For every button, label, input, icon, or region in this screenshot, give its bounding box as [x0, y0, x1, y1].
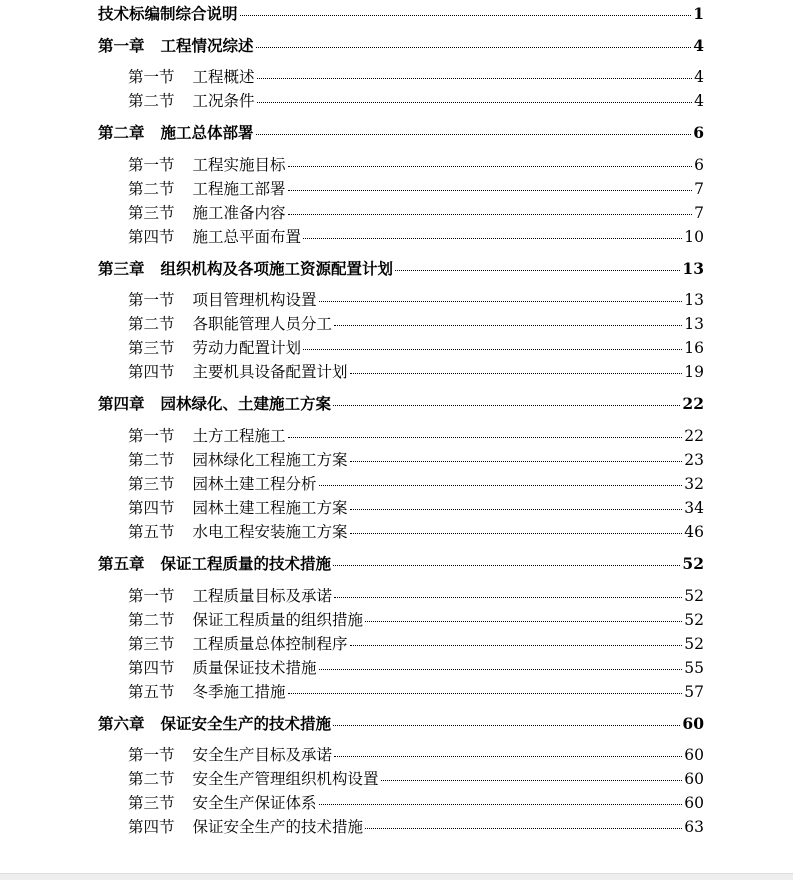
toc-entry-number: 第一节: [128, 427, 175, 445]
toc-entry-label: [128, 681, 286, 703]
toc-entry-number: 第三节: [128, 339, 175, 357]
toc-page-number: 52: [682, 554, 704, 573]
toc-entry-title: 保证工程质量的技术措施: [160, 554, 332, 573]
toc-page-number: 13: [684, 315, 704, 333]
toc-entry-label: [128, 226, 301, 248]
toc-page-number: 13: [684, 291, 704, 309]
toc-entry-number: 第一章: [98, 36, 145, 55]
toc-entry-number: 第二节: [128, 611, 175, 629]
toc-entry-number: 第二节: [128, 315, 175, 333]
toc-dot-leader: [334, 756, 682, 757]
toc-dot-leader: [350, 645, 683, 646]
toc-dot-leader: [288, 190, 693, 191]
toc-page-number: 4: [694, 92, 704, 110]
toc-chapter-entry[interactable]: [98, 713, 704, 735]
toc-entry-label: [128, 289, 317, 311]
toc-entry-title: 保证安全生产的技术措施: [160, 714, 332, 733]
toc-dot-leader: [303, 349, 682, 350]
toc-dot-leader: [288, 214, 693, 215]
toc-dot-leader: [365, 621, 682, 622]
toc-entry-number: 第五节: [128, 523, 175, 541]
toc-section-entry[interactable]: [98, 744, 704, 766]
toc-top-entry[interactable]: [98, 3, 704, 25]
toc-entry-number: 第三节: [128, 635, 175, 653]
toc-page-number: 60: [682, 714, 704, 733]
toc-entry-title: 组织机构及各项施工资源配置计划: [160, 259, 394, 278]
toc-page-number: 23: [684, 451, 704, 469]
toc-entry-label: [128, 337, 301, 359]
toc-page-number: 1: [693, 4, 704, 23]
toc-entry-label: [98, 258, 393, 280]
toc-dot-leader: [350, 373, 683, 374]
toc-entry-number: 第六章: [98, 714, 145, 733]
toc-dot-leader: [288, 693, 683, 694]
toc-entry-label: [98, 122, 254, 144]
toc-section-entry[interactable]: [98, 66, 704, 88]
toc-entry-number: 第四节: [128, 499, 175, 517]
toc-entry-number: 第二节: [128, 770, 175, 788]
toc-entry-title: 工程质量目标及承诺: [192, 587, 333, 605]
toc-entry-number: 第二节: [128, 92, 175, 110]
toc-dot-leader: [257, 78, 693, 79]
toc-section-entry[interactable]: [98, 361, 704, 383]
toc-page-number: 10: [684, 228, 704, 246]
toc-entry-label: [128, 585, 332, 607]
toc-entry-label: [128, 178, 286, 200]
toc-page-number: 4: [693, 36, 704, 55]
toc-entry-title: 施工准备内容: [192, 204, 286, 222]
toc-page-number: 60: [684, 770, 704, 788]
toc-section-entry[interactable]: [98, 154, 704, 176]
toc-entry-number: 第二章: [98, 123, 145, 142]
toc-section-entry[interactable]: [98, 289, 704, 311]
toc-dot-leader: [319, 485, 683, 486]
toc-entry-number: 第一节: [128, 587, 175, 605]
toc-section-entry[interactable]: [98, 425, 704, 447]
toc-section-entry[interactable]: [98, 768, 704, 790]
toc-entry-title: 保证安全生产的技术措施: [192, 818, 364, 836]
toc-entry-title: 劳动力配置计划: [192, 339, 302, 357]
toc-entry-title: 安全生产管理组织机构设置: [192, 770, 379, 788]
toc-entry-label: [128, 657, 317, 679]
toc-entry-title: 冬季施工措施: [192, 683, 286, 701]
toc-page-number: 55: [684, 659, 704, 677]
toc-dot-leader: [319, 301, 683, 302]
toc-section-entry[interactable]: [98, 609, 704, 631]
toc-section-entry[interactable]: [98, 657, 704, 679]
toc-section-entry[interactable]: [98, 633, 704, 655]
toc-entry-title: 土方工程施工: [192, 427, 286, 445]
toc-page-number: 7: [694, 180, 704, 198]
toc-entry-title: 工程情况综述: [160, 36, 254, 55]
toc-entry-title: 园林土建工程分析: [192, 475, 317, 493]
toc-page-number: 52: [684, 587, 704, 605]
toc-entry-number: 第四章: [98, 394, 145, 413]
toc-section-entry[interactable]: [98, 449, 704, 471]
toc-entry-label: [128, 154, 286, 176]
toc-section-entry[interactable]: [98, 521, 704, 543]
toc-dot-leader: [334, 325, 682, 326]
toc-entry-title: 质量保证技术措施: [192, 659, 317, 677]
toc-entry-number: 第四节: [128, 363, 175, 381]
toc-entry-number: 第三节: [128, 204, 175, 222]
toc-dot-leader: [350, 461, 683, 462]
toc-entry-title: 保证工程质量的组织措施: [192, 611, 364, 629]
toc-entry-label: [128, 90, 255, 112]
toc-dot-leader: [257, 102, 693, 103]
toc-entry-title: 安全生产保证体系: [192, 794, 317, 812]
toc-entry-label: [128, 473, 317, 495]
toc-entry-title: 工程施工部署: [192, 180, 286, 198]
toc-section-entry[interactable]: [98, 202, 704, 224]
toc-page-number: 6: [693, 123, 704, 142]
toc-entry-number: 第三节: [128, 794, 175, 812]
toc-section-entry[interactable]: [98, 337, 704, 359]
toc-page-number: 60: [684, 746, 704, 764]
toc-section-entry[interactable]: [98, 178, 704, 200]
toc-entry-title: 安全生产目标及承诺: [192, 746, 333, 764]
toc-dot-leader: [395, 270, 680, 271]
toc-dot-leader: [333, 405, 680, 406]
toc-page-number: 63: [684, 818, 704, 836]
toc-section-entry[interactable]: [98, 90, 704, 112]
toc-chapter-entry[interactable]: [98, 393, 704, 415]
toc-entry-number: 第一节: [128, 156, 175, 174]
toc-page-number: 4: [694, 68, 704, 86]
toc-entry-number: 第一节: [128, 68, 175, 86]
toc-page-number: 57: [684, 683, 704, 701]
toc-page-number: 16: [684, 339, 704, 357]
toc-section-entry[interactable]: [98, 792, 704, 814]
toc-chapter-entry[interactable]: [98, 122, 704, 144]
toc-page-number: 22: [684, 427, 704, 445]
toc-entry-label: [128, 497, 348, 519]
toc-entry-title: 各职能管理人员分工: [192, 315, 333, 333]
toc-dot-leader: [288, 437, 683, 438]
toc-entry-title: 项目管理机构设置: [192, 291, 317, 309]
toc-entry-title: 工程质量总体控制程序: [192, 635, 348, 653]
toc-entry-label: [98, 35, 254, 57]
toc-page-number: 52: [684, 611, 704, 629]
toc-page-number: 32: [684, 475, 704, 493]
toc-page-number: 22: [682, 394, 704, 413]
toc-entry-title: 水电工程安装施工方案: [192, 523, 348, 541]
toc-entry-label: [128, 313, 332, 335]
toc-entry-label: [128, 202, 286, 224]
toc-section-entry[interactable]: [98, 313, 704, 335]
toc-entry-label: [128, 521, 348, 543]
toc-chapter-entry[interactable]: [98, 258, 704, 280]
toc-entry-label: [98, 393, 331, 415]
toc-entry-label: [128, 744, 332, 766]
toc-dot-leader: [319, 669, 683, 670]
toc-chapter-entry[interactable]: [98, 553, 704, 575]
toc-dot-leader: [303, 238, 682, 239]
toc-dot-leader: [256, 47, 692, 48]
toc-page-number: 6: [694, 156, 704, 174]
toc-entry-title: 技术标编制综合说明: [98, 4, 238, 23]
toc-entry-number: 第一节: [128, 291, 175, 309]
toc-entry-label: [98, 553, 331, 575]
toc-entry-title: 工况条件: [192, 92, 255, 110]
toc-page-number: 13: [682, 259, 704, 278]
toc-section-entry[interactable]: [98, 816, 704, 838]
toc-entry-title: 园林绿化工程施工方案: [192, 451, 348, 469]
toc-entry-label: [98, 3, 238, 25]
toc-page-number: 34: [684, 499, 704, 517]
toc-dot-leader: [333, 565, 680, 566]
toc-chapter-entry[interactable]: [98, 35, 704, 57]
toc-dot-leader: [240, 15, 692, 16]
toc-section-entry[interactable]: [98, 585, 704, 607]
toc-entry-title: 工程实施目标: [192, 156, 286, 174]
toc-entry-number: 第五节: [128, 683, 175, 701]
toc-dot-leader: [334, 597, 682, 598]
toc-section-entry[interactable]: [98, 681, 704, 703]
toc-page-number: 60: [684, 794, 704, 812]
toc-dot-leader: [256, 134, 692, 135]
toc-dot-leader: [288, 166, 693, 167]
toc-entry-number: 第三节: [128, 475, 175, 493]
toc-entry-title: 施工总体部署: [160, 123, 254, 142]
toc-entry-title: 主要机具设备配置计划: [192, 363, 348, 381]
toc-section-entry[interactable]: [98, 497, 704, 519]
toc-entry-label: [128, 816, 363, 838]
toc-dot-leader: [333, 725, 680, 726]
toc-dot-leader: [350, 533, 683, 534]
toc-entry-title: 园林绿化、土建施工方案: [160, 394, 332, 413]
toc-dot-leader: [319, 804, 683, 805]
toc-page-number: 7: [694, 204, 704, 222]
toc-entry-number: 第四节: [128, 818, 175, 836]
toc-section-entry[interactable]: [98, 226, 704, 248]
toc-entry-label: [128, 768, 379, 790]
toc-page-number: 46: [684, 523, 704, 541]
toc-entry-label: [128, 609, 363, 631]
toc-entry-number: 第四节: [128, 228, 175, 246]
toc-entry-number: 第三章: [98, 259, 145, 278]
toc-entry-label: [128, 792, 317, 814]
toc-entry-label: [128, 449, 348, 471]
toc-entry-label: [98, 713, 331, 735]
toc-entry-label: [128, 633, 348, 655]
toc-entry-number: 第四节: [128, 659, 175, 677]
toc-entry-number: 第二节: [128, 451, 175, 469]
toc-dot-leader: [350, 509, 683, 510]
toc-entry-label: [128, 425, 286, 447]
toc-entry-number: 第五章: [98, 554, 145, 573]
toc-dot-leader: [381, 780, 683, 781]
toc-dot-leader: [365, 828, 682, 829]
toc-entry-number: 第二节: [128, 180, 175, 198]
toc-section-entry[interactable]: [98, 473, 704, 495]
toc-page-number: 19: [684, 363, 704, 381]
toc-entry-title: 园林土建工程施工方案: [192, 499, 348, 517]
toc-entry-label: [128, 361, 348, 383]
toc-entry-label: [128, 66, 255, 88]
toc-entry-title: 工程概述: [192, 68, 255, 86]
toc-entry-title: 施工总平面布置: [192, 228, 302, 246]
toc-page-number: 52: [684, 635, 704, 653]
toc-entry-number: 第一节: [128, 746, 175, 764]
